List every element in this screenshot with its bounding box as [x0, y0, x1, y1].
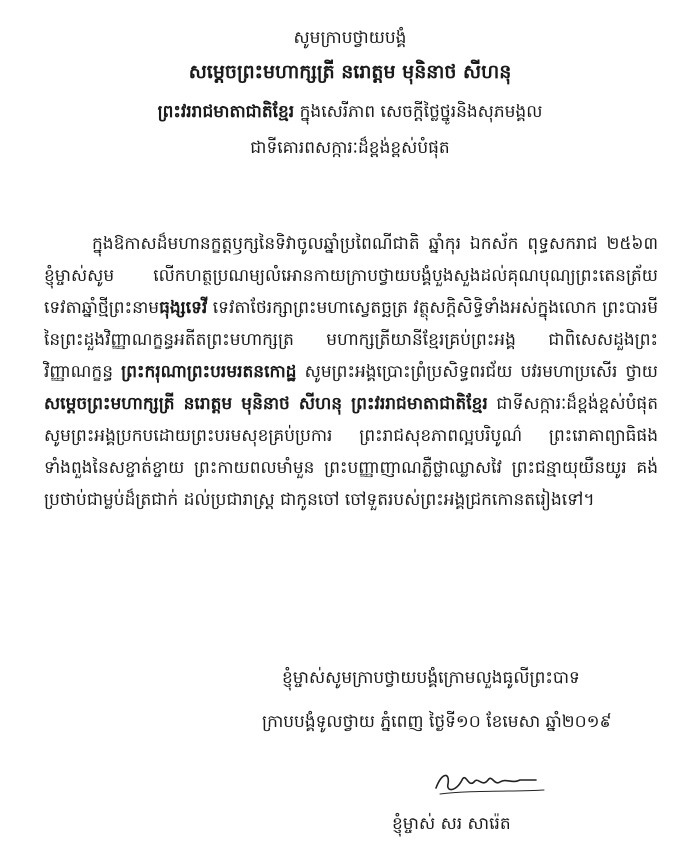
- recipient-name: សម្តេចព្រះមហាក្សត្រី នរោត្តម មុនិនាថ សីហនុ: [188, 61, 512, 83]
- body-bold-3: សម្តេចព្រះមហាក្សត្រី នរោត្តម មុនិនាថ សីហនុ ព្រះវររាជមាតាជាតិខ្មែរ: [44, 394, 488, 414]
- body-text-4: ជាទីសក្ការៈដ៏ខ្ពង់ខ្ពស់បំផុត សូមព្រះអង្គប្រកបដោយព្រះបរមសុខគ្រប់ប្រការ ព្រះរាជសុខភាពល្អបរិបូណ៌ ព្រះរោគាព្យាធិផងទាំងពួងនៃសខ្ចាត់ខ្ចាយ ព្រះកាយពលមាំមួន ព្រះបញ្ញាញាណភ្លឺថ្លាឈ្លាសវៃ ព្រះជន្មាយុយឺនយូរ គង់ប្រថាប់ជាម្លប់ដ៏ត្រជាក់ ដល់ប្រជារាស្ត្រ ជាកូនចៅ ចៅទួតរបស់ព្រះអង្គជ្រកកោនតរៀងទៅ។: [44, 394, 658, 510]
- recipient-title-rest: ក្នុងសេរីភាព សេចក្តីថ្លៃថ្នូរនិងសុភមង្គល: [294, 102, 543, 122]
- signer-name: ខ្ញុំម្ចាស់ សរ សារ៉េត: [392, 814, 511, 834]
- closing-line: ខ្ញុំម្ចាស់សូមក្រាបថ្វាយបង្គំក្រោមលួងធូលីព្រះបាទ: [282, 668, 580, 688]
- body-text-1: ក្នុងឱកាសដ៏មហានក្ខត្តឫក្សនៃទិវាចូលឆ្នាំប្រពៃណីជាតិ ឆ្នាំកុរ ឯកស័ក ពុទ្ធសករាជ ២៥៦៣ ខ្ញុំម្ចាស់សូម លើកហត្ថប្រណម្យលំអោនកាយក្រាបថ្វាយបង្គំបួងសួងដល់គុណបុណ្យព្រះតេនត្រ័យ ទេវតាឆ្នាំថ្មីព្រះនាម: [44, 234, 658, 318]
- recipient-title: [0, 100, 700, 124]
- recipient-title-bold: ព្រះវររាជមាតាជាតិខ្មែរ: [157, 102, 295, 122]
- body-text-3: សូមព្រះអង្គប្រោះព្រំប្រសិទ្ធពរជ័យ បវរមហាប្រសើរ ថ្វាយ: [296, 362, 658, 382]
- body-bold-2: ព្រះករុណាព្រះបរមរតនកោដ្ឋ: [121, 362, 297, 382]
- salutation-line: សូមក្រាបថ្វាយបង្គំ: [293, 28, 407, 48]
- handwritten-signature: [432, 762, 552, 802]
- honorific-line: ជាទីគោរពសក្ការៈដ៏ខ្ពង់ខ្ពស់បំផុត: [250, 138, 450, 158]
- date-line: ក្រាបបង្គំទូលថ្វាយ ភ្នំពេញ ថ្ងៃទី១០ ខែមេសា ឆ្នាំ២០១៩: [262, 712, 612, 732]
- letter-body: [44, 228, 658, 516]
- body-text-2: ទេវតាថែរក្សាព្រះមហាស្វេតច្ឆត្រ វត្ថុសក្តិសិទ្ធិទាំងអស់ក្នុងលោក ព្រះបារមីនៃព្រះដួងវិញ្ញាណក្ខន្ធអតីតព្រះមហាក្សត្រ មហាក្សត្រីយានីខ្មែរគ្រប់ព្រះអង្គ ជាពិសេសដួងព្រះវិញ្ញាណក្ខន្ធ: [44, 298, 658, 382]
- body-bold-1: ធុង្សទេវី: [159, 298, 208, 318]
